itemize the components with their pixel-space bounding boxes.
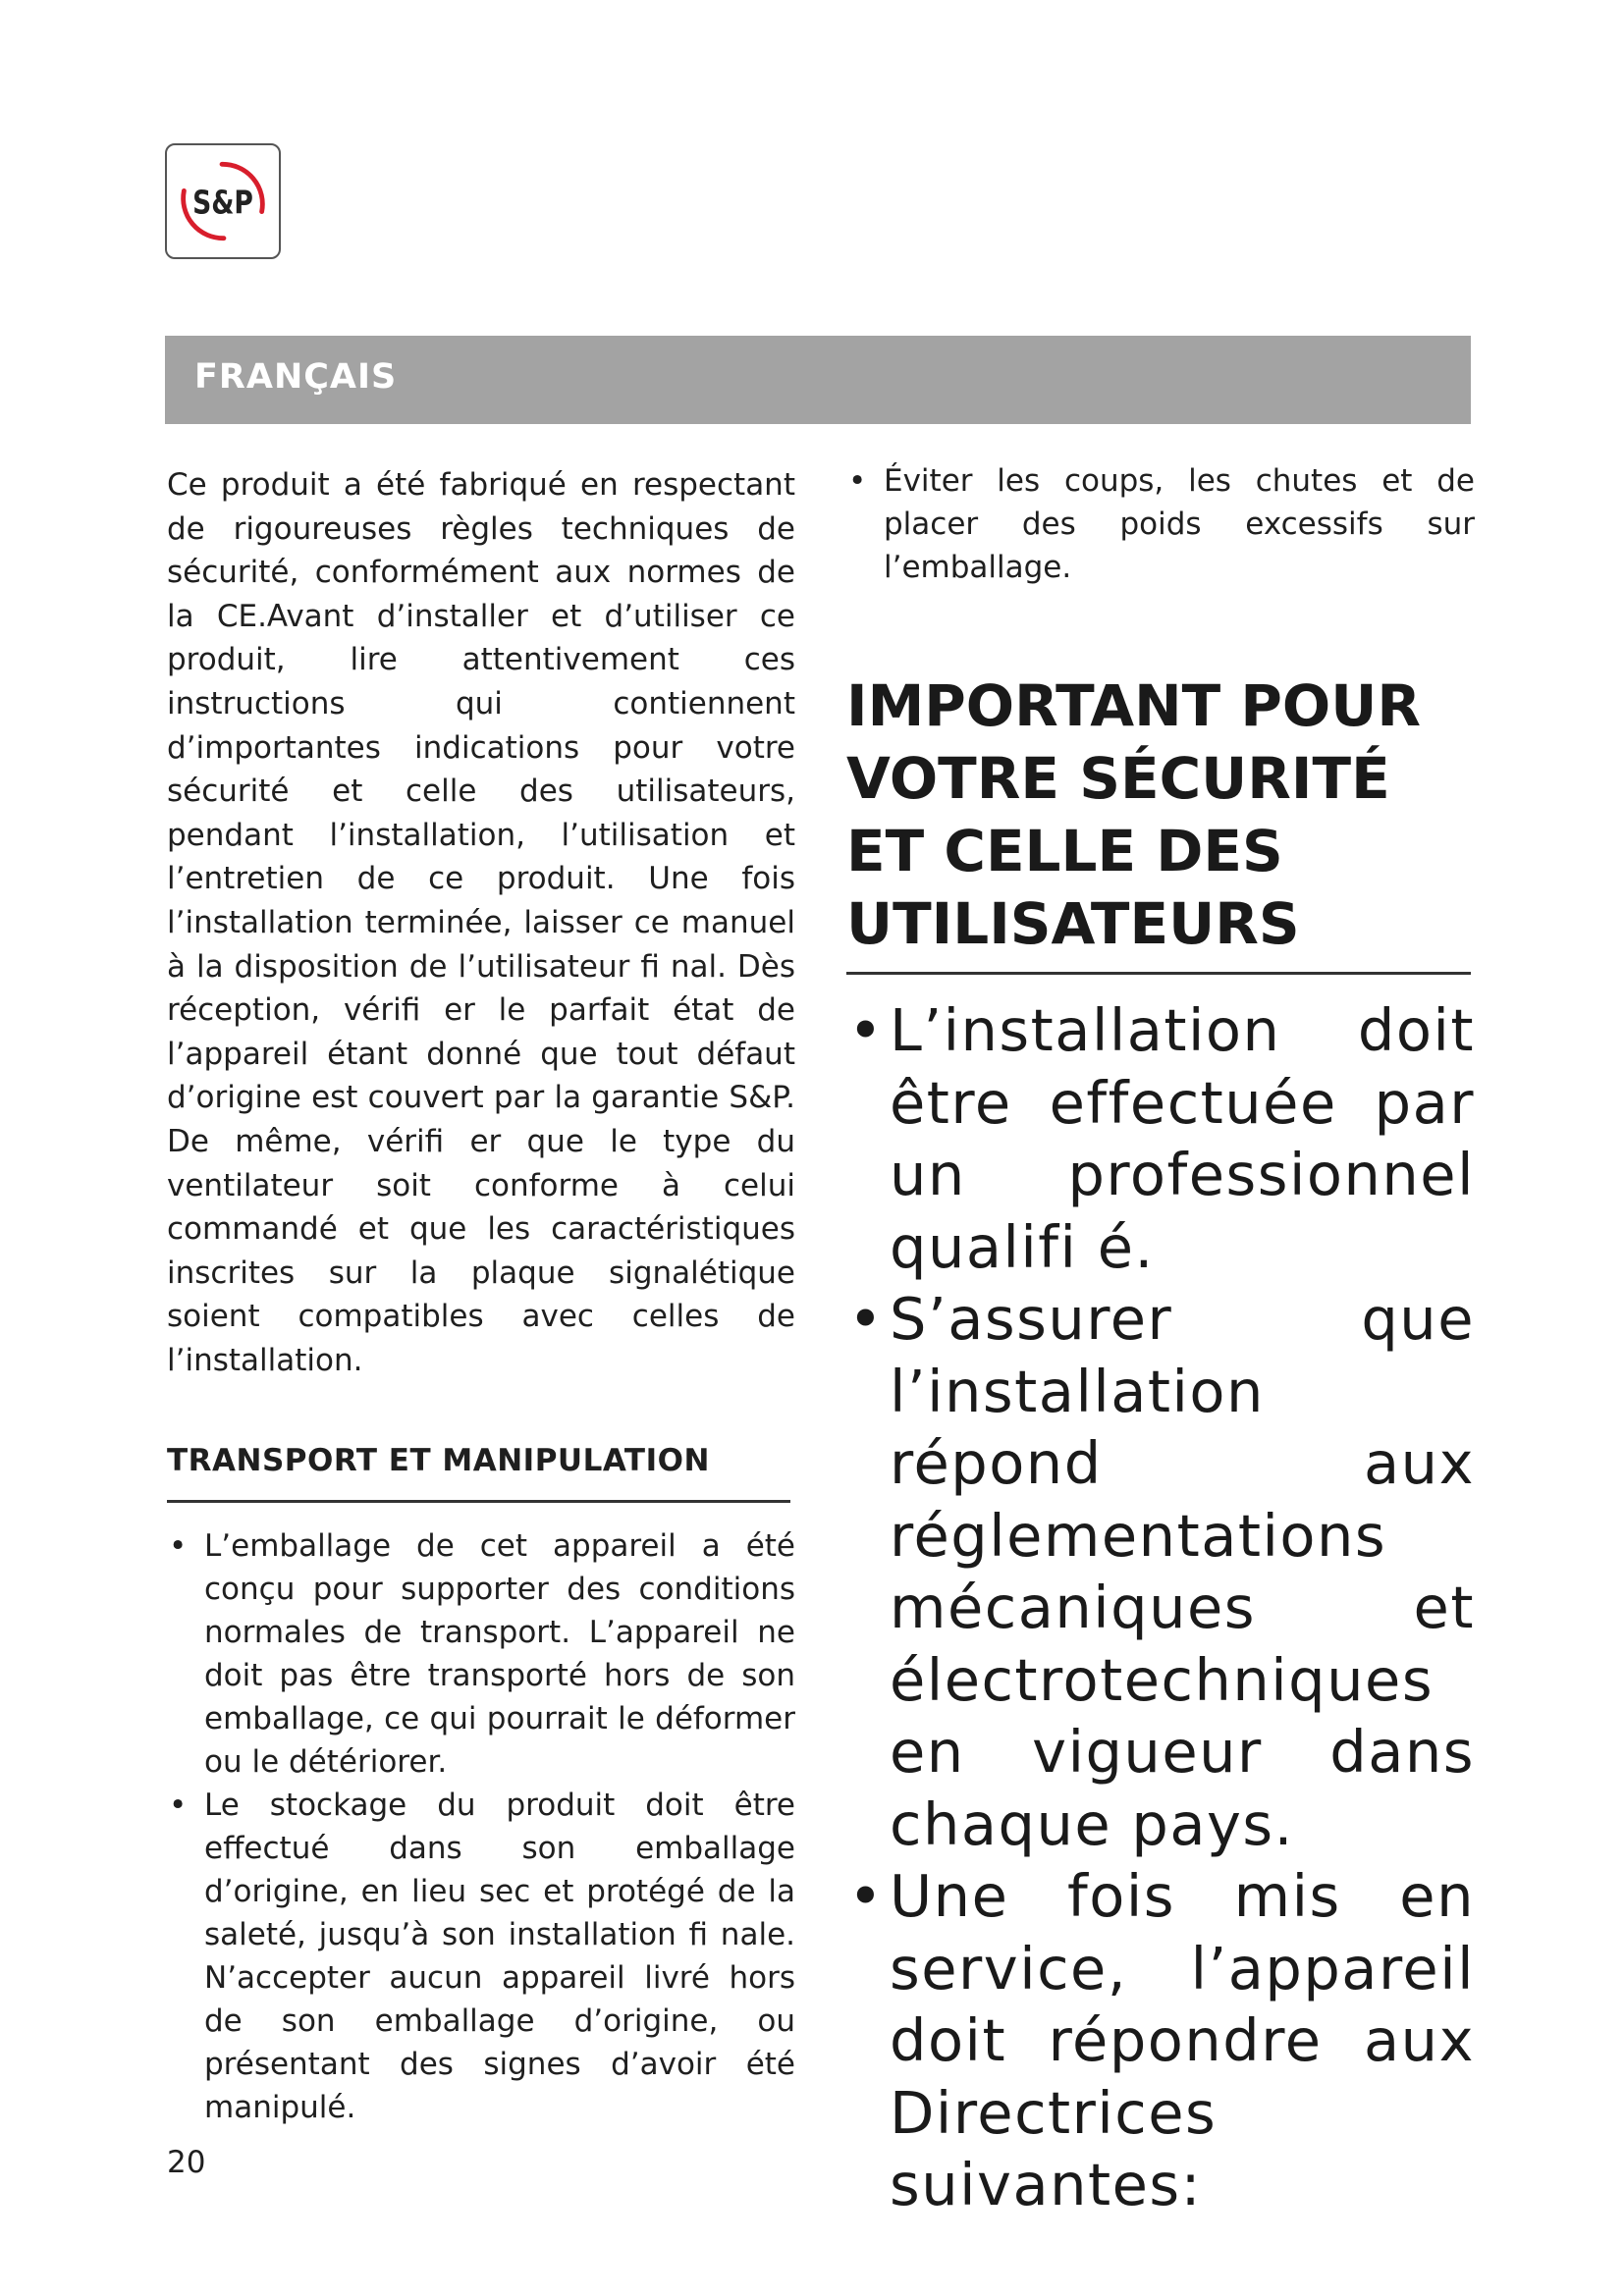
list-item [846,1283,1475,1860]
bullet-icon: • [169,1528,188,1565]
sp-logo-mark [167,145,279,257]
sp-logo-text: S&P [192,184,253,222]
list-item [167,1784,795,2129]
list-item-text: L’emballage de cet appareil a été conçu pour supporter des conditions normales de transport. L’appareil ne doit pas être transporté hors de son emballage, ce qui pourrait le déformer ou le détériorer. [204,1528,795,1781]
sp-logo [165,143,281,259]
bullet-icon: • [848,1862,885,1930]
list-item-text: S’assurer que l’installation répond aux réglementations mécaniques et électrotechniques en vigueur dans chaque pays. [890,1285,1475,1858]
list-item [167,1524,795,1784]
language-label: FRANÇAIS [194,357,398,397]
list-item-text: L’installation doit être effectuée par un professionnel qualifi é. [890,996,1475,1281]
bullet-icon: • [848,996,885,1064]
list-item [846,459,1475,589]
bullet-icon: • [848,1285,885,1353]
transport-list [167,1524,795,2129]
bullet-icon: • [169,1788,188,1824]
right-column [846,459,1475,2221]
safety-title-line: ET CELLE DES [846,818,1283,884]
safety-list [846,994,1475,2221]
list-item-text: Le stockage du produit doit être effectué dans son emballage d’origine, en lieu sec et protégé de la saleté, jusqu’à son installation fi nale. N’accepter aucun appareil livré hors de son emballage d’origine, ou présentant des signes d’avoir été manipulé. [204,1788,795,2126]
safety-section-title [846,669,1471,975]
transport-list-continued [846,459,1475,589]
list-item [846,994,1475,1283]
list-item [846,1860,1475,2221]
safety-title-line: UTILISATEURS [846,890,1300,957]
page-number: 20 [167,2145,206,2180]
safety-title-line: VOTRE SÉCURITÉ [846,745,1390,812]
safety-title-line: IMPORTANT POUR [846,672,1421,739]
transport-section-title: TRANSPORT ET MANIPULATION [167,1443,790,1503]
list-item-text: Éviter les coups, les chutes et de placer des poids excessifs sur l’emballage. [884,463,1475,585]
bullet-icon: • [848,463,867,499]
intro-paragraph: Ce produit a été fabriqué en respectant de rigoureuses règles techniques de sécurité, conformément aux normes de la CE.Avant d’installer et d’utiliser ce produit, lire attentivement ces instructions qui contiennent d’importantes indications pour votre sécurité et celle des utilisateurs, pendant l’installation, l’utilisation et l’entretien de ce produit. Une fois l’installation terminée, laisser ce manuel à la disposition de l’utilisateur fi nal. Dès réception, vérifi er le parfait état de l’appareil étant donné que tout défaut d’origine est couvert par la garantie S&P. De même, vérifi er que le type du ventilateur soit conforme à celui commandé et que les caractéristiques inscrites sur la plaque signalétique soient compatibles avec celles de l’installation. [167,467,795,1378]
language-bar [165,336,1471,424]
list-item-text: Une fois mis en service, l’appareil doit répondre aux Directrices suivantes: [890,1862,1475,2218]
left-column [167,463,795,2129]
